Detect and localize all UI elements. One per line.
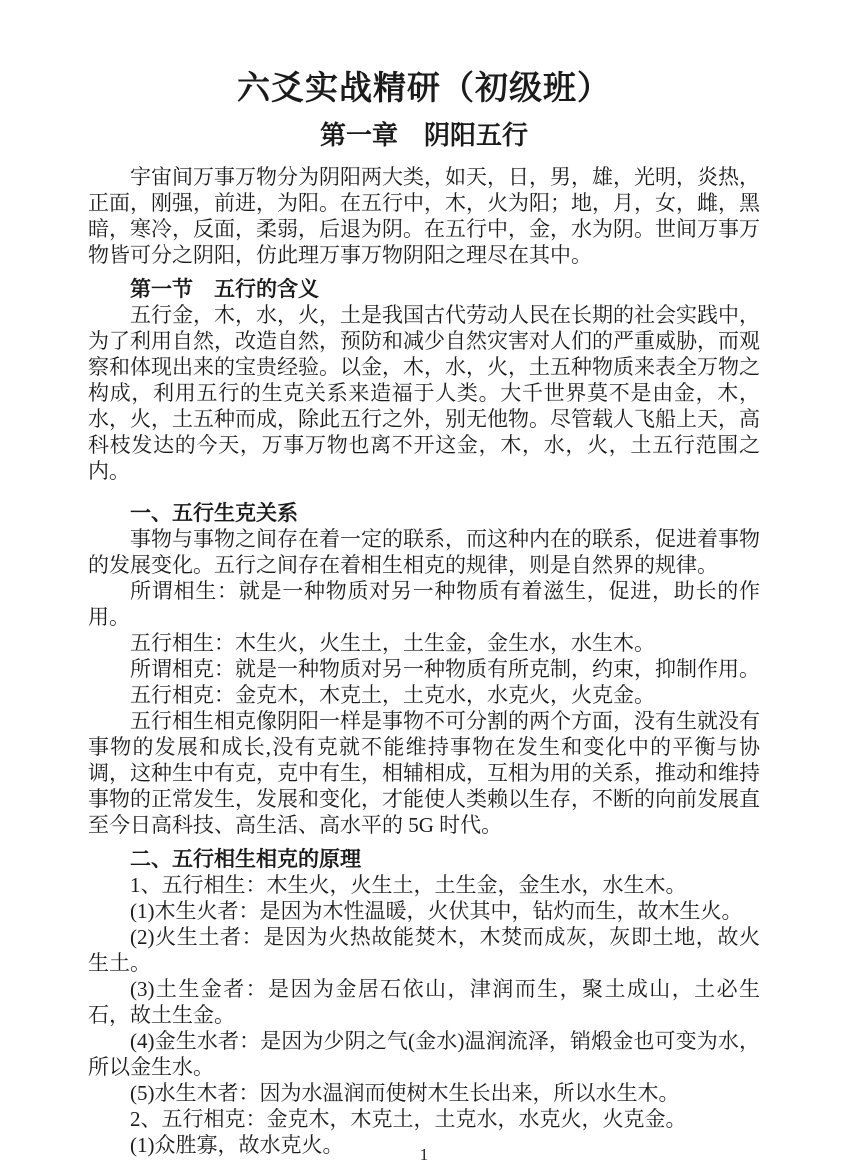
subsection-heading-2: 二、五行相生相克的原理 [130, 847, 361, 871]
list-item: (1)众胜寡，故水克火。 [130, 1133, 344, 1157]
paragraph: 五行金，木，水，火，土是我国古代劳动人民在长期的社会实践中，为了利用自然，改造自然，预防和减少自然灾害对人们的严重威胁，而观察和体现出来的宝贵经验。以金，木，水，火，土五种物质来表全万物之构成，利用五行的生克关系来造福于人类。大千世界莫不是由金，木，水，火，土五种而成，除此五行之外，别无他物。尽管载人飞船上天，高科枝发达的今天，万事万物也离不开这金，木，水，火，土五行范围之内。 [88, 303, 760, 483]
list-item: (5)水生木者：因为水温润而使树木生长出来，所以水生木。 [130, 1081, 680, 1105]
list-item: 1、五行相生：木生火，火生土，土生金，金生水，水生木。 [130, 873, 687, 897]
paragraph: 五行相克：金克木，木克土，土克水，水克火，火克金。 [130, 683, 655, 707]
paragraph: 所谓相生：就是一种物质对另一种物质有着滋生，促进，助长的作用。 [88, 579, 760, 629]
chapter-heading: 第一章 阴阳五行 [319, 121, 528, 150]
paragraph: 五行相生相克像阴阳一样是事物不可分割的两个方面，没有生就没有事物的发展和成长,没有克就不能维持事物在发生和变化中的平衡与协调，这种生中有克，克中有生，相辅相成，互相为用的关系，推动和维持事物的正常发生，发展和变化，才能使人类赖以生存，不断的向前发展直至今日高科技、高生活、高水平的 5G 时代。 [88, 709, 760, 837]
list-item: (4)金生水者：是因为少阴之气(金水)温润流泽，销煅金也可变为水，所以金生水。 [88, 1029, 760, 1079]
subsection-heading-1: 一、五行生克关系 [130, 501, 298, 525]
list-item: 2、五行相克：金克木，木克土，土克水，水克火，火克金。 [130, 1107, 687, 1131]
list-item: (2)火生土者：是因为火热故能焚木，木焚而成灰，灰即土地，故火生土。 [88, 925, 760, 975]
section-heading-1: 第一节 五行的含义 [130, 277, 319, 301]
document-body [88, 164, 760, 1158]
paragraph: 所谓相克：就是一种物质对另一种物质有所克制，约束，抑制作用。 [130, 657, 760, 681]
list-item: (3)土生金者：是因为金居石依山，津润而生，聚土成山，土必生石，故土生金。 [88, 977, 760, 1027]
paragraph-intro: 宇宙间万事万物分为阴阳两大类，如天，日，男，雄，光明，炎热，正面，刚强，前进，为阳。在五行中，木，火为阳；地，月，女，雌，黑暗，寒冷，反面，柔弱，后退为阴。在五行中，金，水为阴。世间万事万物皆可分之阴阳，仿此理万事万物阴阳之理尽在其中。 [88, 165, 760, 267]
list-item: (1)木生火者：是因为木性温暖，火伏其中，钻灼而生，故木生火。 [130, 899, 743, 923]
document-title: 六爻实战精研（初级班） [237, 71, 611, 107]
page-number: 1 [419, 1145, 429, 1164]
paragraph: 五行相生：木生火，火生土，土生金，金生水，水生木。 [130, 631, 655, 655]
paragraph: 事物与事物之间存在着一定的联系，而这种内在的联系，促进着事物的发展变化。五行之间存在着相生相克的规律，则是自然界的规律。 [88, 527, 760, 577]
